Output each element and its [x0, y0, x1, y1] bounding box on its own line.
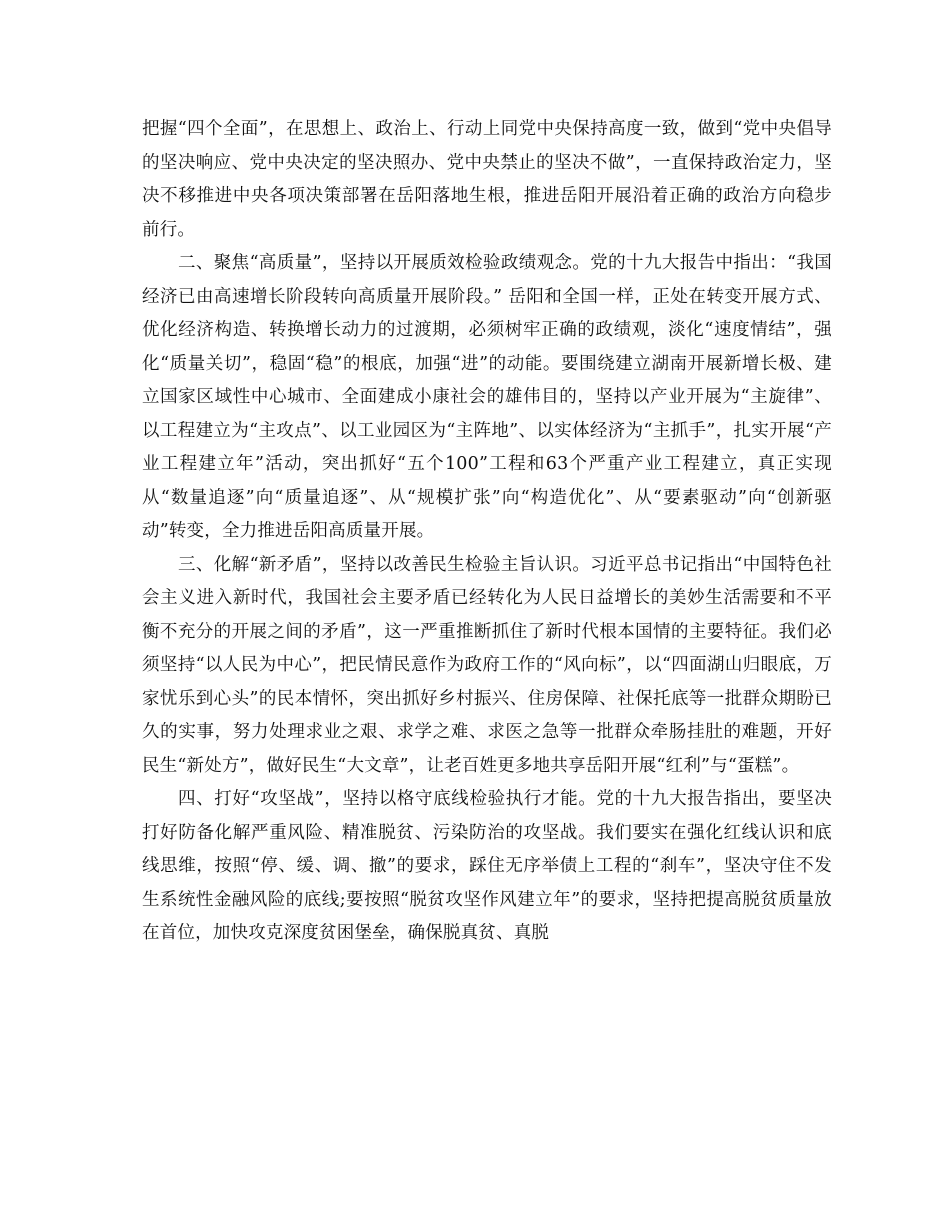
paragraph-section-two: 二、聚焦“高质量”，坚持以开展质效检验政绩观念。党的十九大报告中指出：“我国经济已由高速增长阶段转向高质量开展阶段。” 岳阳和全国一样，正处在转变开展方式、优化经济构造、转换增长动力的过渡期，必须树牢正确的政绩观，淡化“速度情结”，强化“质量关切”，稳固“稳”的根底，加强“进”的动能。要围绕建立湖南开展新增长极、建立国家区域性中心城市、全面建成小康社会的雄伟目的，坚持以产业开展为“主旋律”、以工程建立为“主攻点”、以工业园区为“主阵地”、以实体经济为“主抓手”，扎实开展“产业工程建立年”活动，突出抓好“五个100”工程和63个严重产业工程建立，真正实现从“数量追逐”向“质量追逐”、从“规模扩张”向“构造优化”、从“要素驱动”向“创新驱动”转变，全力推进岳阳高质量开展。 — [142, 253, 832, 541]
paragraph-section-four: 四、打好“攻坚战”，坚持以格守底线检验执行才能。党的十九大报告指出，要坚决打好防备化解严重风险、精准脱贫、污染防治的攻坚战。我们要实在强化红线认识和底线思维，按照“停、缓、调、撤”的要求，踩住无序举债上工程的“刹车”，坚决守住不发生系统性金融风险的底线;要按照“脱贫攻坚作风建立年”的要求，坚持把提高脱贫质量放在首位，加快攻克深度贫困堡垒，确保脱真贫、真脱 — [142, 789, 832, 943]
paragraph-continued: 把握“四个全面”，在思想上、政治上、行动上同党中央保持高度一致，做到“党中央倡导的坚决响应、党中央决定的坚决照办、党中央禁止的坚决不做”，一直保持政治定力，坚决不移推进中央各项决策部署在岳阳落地生根，推进岳阳开展沿着正确的政治方向稳步前行。 — [142, 119, 832, 240]
paragraph-section-three: 三、化解“新矛盾”，坚持以改善民生检验主旨认识。习近平总书记指出“中国特色社会主义进入新时代，我国社会主要矛盾已经转化为人民日益增长的美妙生活需要和不平衡不充分的开展之间的矛盾”，这一严重推断抓住了新时代根本国情的主要特征。我们必须坚持“以人民为中心”，把民情民意作为政府工作的“风向标”，以“四面湖山归眼底，万家忧乐到心头”的民本情怀，突出抓好乡村振兴、住房保障、社保托底等一批群众期盼已久的实事，努力处理求业之艰、求学之难、求医之急等一批群众牵肠挂肚的难题，开好民生“新处方”，做好民生“大文章”，让老百姓更多地共享岳阳开展“红利”与“蛋糕”。 — [142, 554, 832, 776]
document-page — [142, 113, 832, 951]
